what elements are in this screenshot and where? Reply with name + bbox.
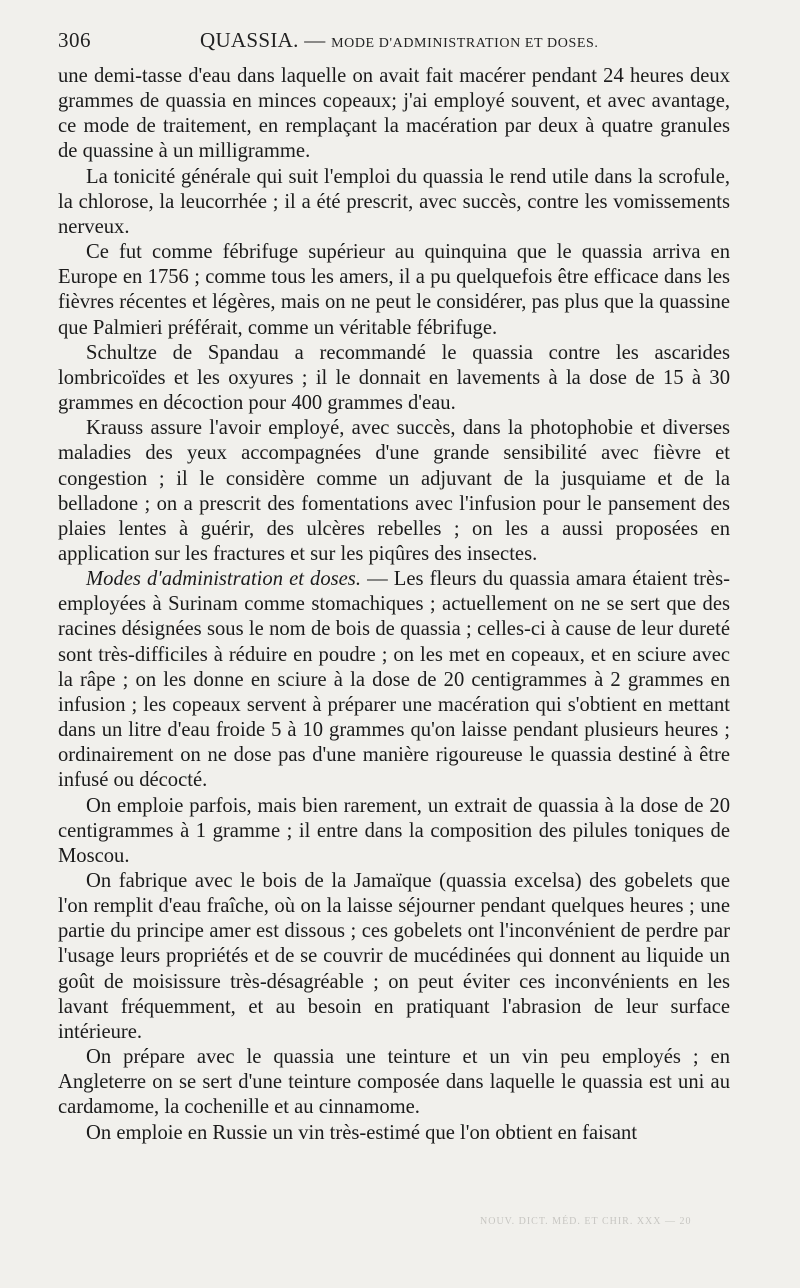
paragraph-text: On fabrique avec le bois de la Jamaïque (quassia excelsa) des gobelets que l'on remplit d'eau fraîche, où on la laisse séjourner pendant quelques heures ; une partie du principe amer est dissous ; ces gobelets ont l'inconvénient de perdre par l'usage leurs propriétés et de se couvrir de mucédinées qui donnent au liquide un goût de moisissure très-désagréable ; on peut éviter ces inconvénients en les lavant fréquemment, et au besoin en pratiquant l'abrasion de leur surface intérieure.: [58, 870, 730, 1043]
paragraph: [58, 64, 730, 165]
paragraph: [58, 240, 730, 341]
paragraph: [58, 341, 730, 416]
paragraph: [58, 416, 730, 567]
paragraph-text: Ce fut comme fébrifuge supérieur au quinquina que le quassia arriva en Europe en 1756 ; comme tous les amers, il a pu quelquefois être efficace dans les fièvres récentes et légères, mais on ne peut le considérer, pas plus que la quassine que Palmieri préférait, comme un véritable fébrifuge.: [58, 241, 730, 339]
running-title: [200, 28, 599, 53]
paragraph-text: La tonicité générale qui suit l'emploi du quassia le rend utile dans la scrofule, la chlorose, la leucorrhée ; il a été prescrit, avec succès, contre les vomissements nerveux.: [58, 165, 730, 238]
running-header: [58, 28, 730, 64]
running-title-sub: MODE D'ADMINISTRATION ET DOSES.: [331, 36, 599, 51]
body-text: [58, 64, 730, 1146]
paragraph: [58, 1121, 730, 1146]
paragraph: [58, 1045, 730, 1120]
paragraph: [58, 567, 730, 793]
paragraph-text: Krauss assure l'avoir employé, avec succès, dans la photophobie et diverses maladies des yeux accompagnées d'une grande sensibilité avec fièvre et congestion ; il le considère comme un adjuvant de la jusquiame et de la belladone ; on a prescrit des fomentations avec l'infusion pour le pansement des plaies lentes à guérir, des ulcères rebelles ; on les a aussi proposées en application sur les fractures et sur les piqûres des insectes.: [58, 417, 730, 565]
paragraph-text: une demi-tasse d'eau dans laquelle on avait fait macérer pendant 24 heures deux grammes de quassia en minces copeaux; j'ai employé souvent, et avec avantage, ce mode de traitement, en remplaçant la macération par deux à quatre granules de quassine à un milligramme.: [58, 65, 730, 163]
paragraph-text: On emploie en Russie un vin très-estimé que l'on obtient en faisant: [86, 1121, 638, 1144]
paragraph: [58, 165, 730, 240]
page-number: 306: [58, 28, 91, 52]
paragraph-text: — Les fleurs du quassia amara étaient très-employées à Surinam comme stomachiques ; actuellement on ne se sert que des racines désignées sous le nom de bois de quassia ; celles-ci à cause de leur dureté sont très-difficiles à réduire en poudre ; on les met en copeaux, et en sciure avec la râpe ; on les donne en sciure à la dose de 20 centigrammes à 2 grammes en infusion ; les copeaux servent à préparer une macération qui s'obtient en mettant dans un litre d'eau froide 5 à 10 grammes qu'on laisse pendant plusieurs heures ; ordinairement on ne dose pas d'une manière rigoureuse le quassia destiné à être infusé ou décocté.: [58, 568, 730, 792]
paragraph-text: On prépare avec le quassia une teinture et un vin peu employés ; en Angleterre on se sert d'une teinture composée dans laquelle le quassia est uni au cardamome, la cochenille et au cinnamome.: [58, 1046, 730, 1119]
page-signature: NOUV. DICT. MÉD. ET CHIR. XXX — 20: [480, 1216, 692, 1227]
running-title-main: QUASSIA.: [200, 28, 299, 52]
section-heading: Modes d'administration et doses.: [86, 568, 361, 591]
paragraph-text: Schultze de Spandau a recommandé le quassia contre les ascarides lombricoïdes et les oxyures ; il le donnait en lavements à la dose de 15 à 30 grammes en décoction pour 400 grammes d'eau.: [58, 341, 730, 415]
paragraph-text: On emploie parfois, mais bien rarement, un extrait de quassia à la dose de 20 centigrammes à 1 gramme ; il entre dans la composition des pilules toniques de Moscou.: [58, 794, 730, 867]
running-title-dash: —: [298, 28, 332, 52]
paragraph: [58, 869, 730, 1045]
paragraph: [58, 794, 730, 869]
